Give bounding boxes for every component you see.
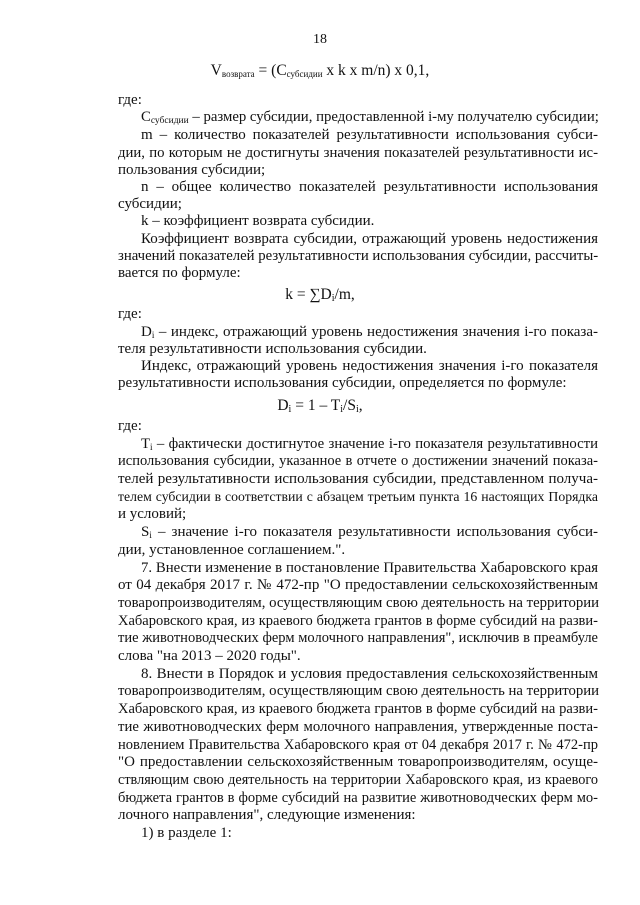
paragraph-line: от 04 декабря 2017 г. № 472-пр "О предоставлении сельскохозяйственным [118,577,598,593]
paragraph-line: телем субсидии в соответствии с абзацем третьим пункта 16 настоящих Порядка [118,489,598,504]
where-label: где: [118,92,142,108]
paragraph-line: 1) в разделе 1: [141,825,232,841]
paragraph-line: Индекс, отражающий уровень недостижения значения i-го показателя [141,358,598,374]
paragraph-line: лочного направления", следующие изменения: [118,807,416,823]
paragraph-line: $S_i$ – значение i-го показателя результативности использования субси- [141,524,598,540]
paragraph-line: $C_{субсидии}$ – размер субсидии, предоставленной i-му получателю субсидии; [141,109,599,126]
paragraph-line: дии, по которым не достигнуты значения показателей результативности ис- [118,145,598,161]
paragraph-line: результативности использования субсидии, определяется по формуле: [118,375,567,391]
paragraph-line: Хабаровского края, из краевого бюджета грантов в форме субсидий на разви- [118,613,598,629]
paragraph-line: пользования субсидии; [118,162,266,178]
paragraph-line: использования субсидии, указанное в отчете о достижении значений показа- [118,453,598,469]
paragraph-line: 8. Внести в Порядок и условия предоставления сельскохозяйственным [141,666,598,682]
formula-refund-volume: $V_{возврата} = (C_{субсидии}$ x k x m/n) x 0,1, [210,62,430,79]
paragraph-line: значений показателей результативности использования субсидии, рассчиты- [118,248,599,264]
paragraph-line: субсидии; [118,196,182,212]
paragraph-line: тие животноводческих ферм молочного направления", исключив в преамбуле [118,630,598,646]
paragraph-line: Хабаровского края, из краевого бюджета грантов в форме субсидий на разви- [118,701,598,717]
paragraph-line: дии, установленное соглашением.". [118,542,346,558]
paragraph-line: k – коэффициент возврата субсидии. [141,213,375,229]
paragraph-line: тие животноводческих ферм молочного направления, утвержденные поста- [118,719,598,735]
paragraph-line: вается по формуле: [118,265,241,281]
paragraph-line: слова "на 2013 – 2020 годы". [118,648,301,664]
paragraph-line: товаропроизводителям, осуществляющим свою деятельность на территории [118,683,600,699]
paragraph-line: n – общее количество показателей результативности использования [141,179,598,195]
paragraph-line: ствляющим свою деятельность на территории Хабаровского края, из краевого [118,772,598,788]
paragraph-line: m – количество показателей результативности использования субси- [141,127,598,143]
page-number: 18 [313,32,327,47]
paragraph-line: $T_i$ – фактически достигнутое значение i-го показателя результативности [141,436,598,452]
formula-k: $k = \sum D_i/m$, [285,286,355,304]
paragraph-line: $D_i$ – индекс, отражающий уровень недостижения значения i-го показа- [141,324,598,340]
paragraph-line: "О предоставлении сельскохозяйственным товаропроизводителям, осуще- [118,754,598,770]
paragraph-line: Коэффициент возврата субсидии, отражающий уровень недостижения [141,231,598,247]
paragraph-line: товаропроизводителям, осуществляющим свою деятельность на территории [118,595,600,611]
paragraph-line: новлением Правительства Хабаровского края от 04 декабря 2017 г. № 472-пр [118,737,598,753]
paragraph-line: теля результативности использования субсидии. [118,341,427,357]
where-label: где: [118,306,142,322]
where-label: где: [118,418,142,434]
paragraph-line: 7. Внести изменение в постановление Правительства Хабаровского края [141,560,598,576]
formula-d: $D_i = 1 - T_i/S_i$, [277,397,363,415]
paragraph-line: телей результативности использования субсидии, представленном получа- [118,471,598,487]
paragraph-line: бюджета грантов в форме субсидий на развитие животноводческих ферм мо- [118,790,598,806]
paragraph-line: и условий; [118,506,187,522]
